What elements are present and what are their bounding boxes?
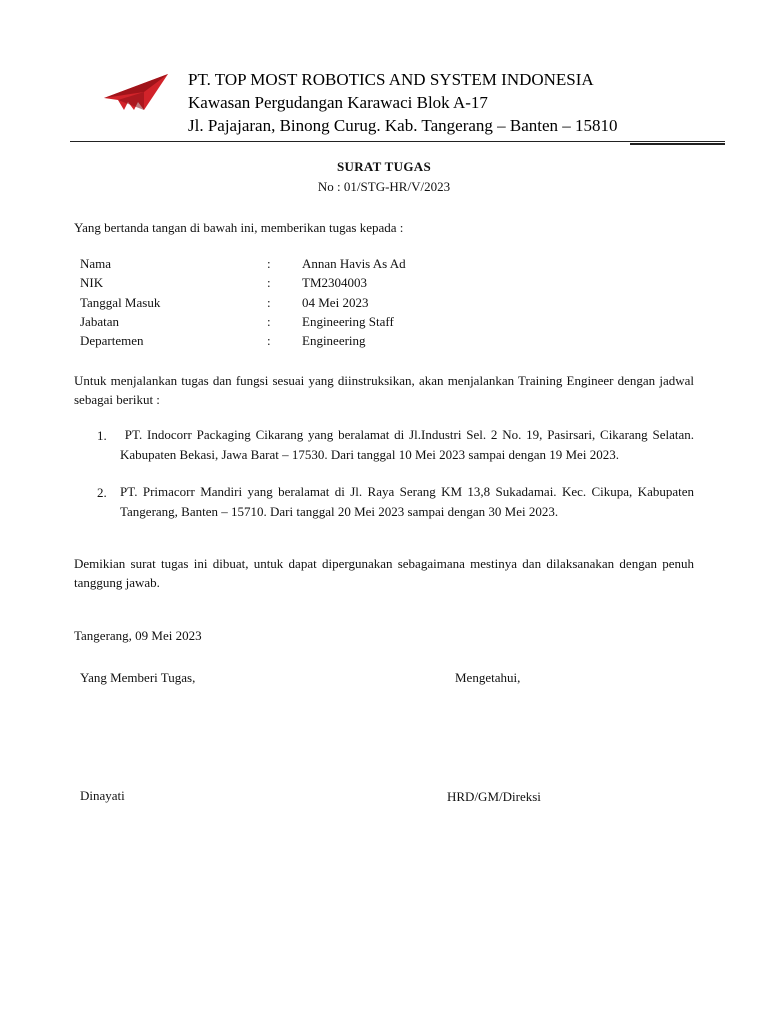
field-label-nama: Nama	[80, 256, 112, 271]
field-label-jabatan: Jabatan	[80, 314, 119, 329]
list-item: PT. Indocorr Packaging Cikarang yang beralamat di Jl.Industri Sel. 2 No. 19, Pasirsari, Cikarang Selatan. Kabupaten Bekasi, Jawa Barat – 17530. Dari tanggal 10 Mei 2023 sampai dengan 19 Mei 2023.	[120, 427, 694, 462]
list-item-number: 2.	[97, 485, 107, 500]
company-address-line-1: Kawasan Pergudangan Karawaci Blok A-17	[188, 93, 488, 112]
field-label-departemen: Departemen	[80, 333, 144, 348]
purpose-paragraph: Untuk menjalankan tugas dan fungsi sesuai yang diinstruksikan, akan menjalankan Training Engineer dengan jadwal sebagai berikut :	[74, 373, 694, 407]
field-value-jabatan: Engineering Staff	[302, 314, 394, 329]
company-address-line-2: Jl. Pajajaran, Binong Curug. Kab. Tangerang – Banten – 15810	[188, 116, 618, 135]
list-item-number: 1.	[97, 428, 107, 443]
field-separator: :	[267, 295, 271, 310]
field-separator: :	[267, 256, 271, 271]
signature-left-name: Dinayati	[80, 788, 125, 803]
company-name: PT. TOP MOST ROBOTICS AND SYSTEM INDONESIA	[188, 70, 594, 89]
intro-text: Yang bertanda tangan di bawah ini, memberikan tugas kepada :	[74, 220, 404, 235]
signature-left-label: Yang Memberi Tugas,	[80, 670, 196, 685]
field-separator: :	[267, 333, 271, 348]
header-divider	[70, 141, 725, 142]
signature-right-label: Mengetahui,	[455, 670, 521, 685]
company-logo-icon	[100, 70, 172, 118]
field-value-nama: Annan Havis As Ad	[302, 256, 406, 271]
field-value-nik: TM2304003	[302, 275, 367, 290]
header-divider-accent	[630, 143, 725, 145]
field-separator: :	[267, 314, 271, 329]
field-value-departemen: Engineering	[302, 333, 366, 348]
list-item: PT. Primacorr Mandiri yang beralamat di Jl. Raya Serang KM 13,8 Sukadamai. Kec. Cikupa, Kabupaten Tangerang, Banten – 15710. Dari tanggal 20 Mei 2023 sampai dengan 30 Mei 2023.	[120, 484, 694, 519]
field-separator: :	[267, 275, 271, 290]
place-date: Tangerang, 09 Mei 2023	[74, 628, 202, 643]
letter-number: No : 01/STG-HR/V/2023	[317, 179, 451, 194]
field-value-tanggal-masuk: 04 Mei 2023	[302, 295, 369, 310]
letter-title: SURAT TUGAS	[337, 159, 431, 174]
closing-paragraph: Demikian surat tugas ini dibuat, untuk dapat dipergunakan sebagaimana mestinya dan dilaksanakan dengan penuh tanggung jawab.	[74, 556, 694, 590]
signature-right-name: HRD/GM/Direksi	[447, 789, 541, 804]
field-label-nik: NIK	[80, 275, 104, 290]
field-label-tanggal-masuk: Tanggal Masuk	[80, 295, 161, 310]
